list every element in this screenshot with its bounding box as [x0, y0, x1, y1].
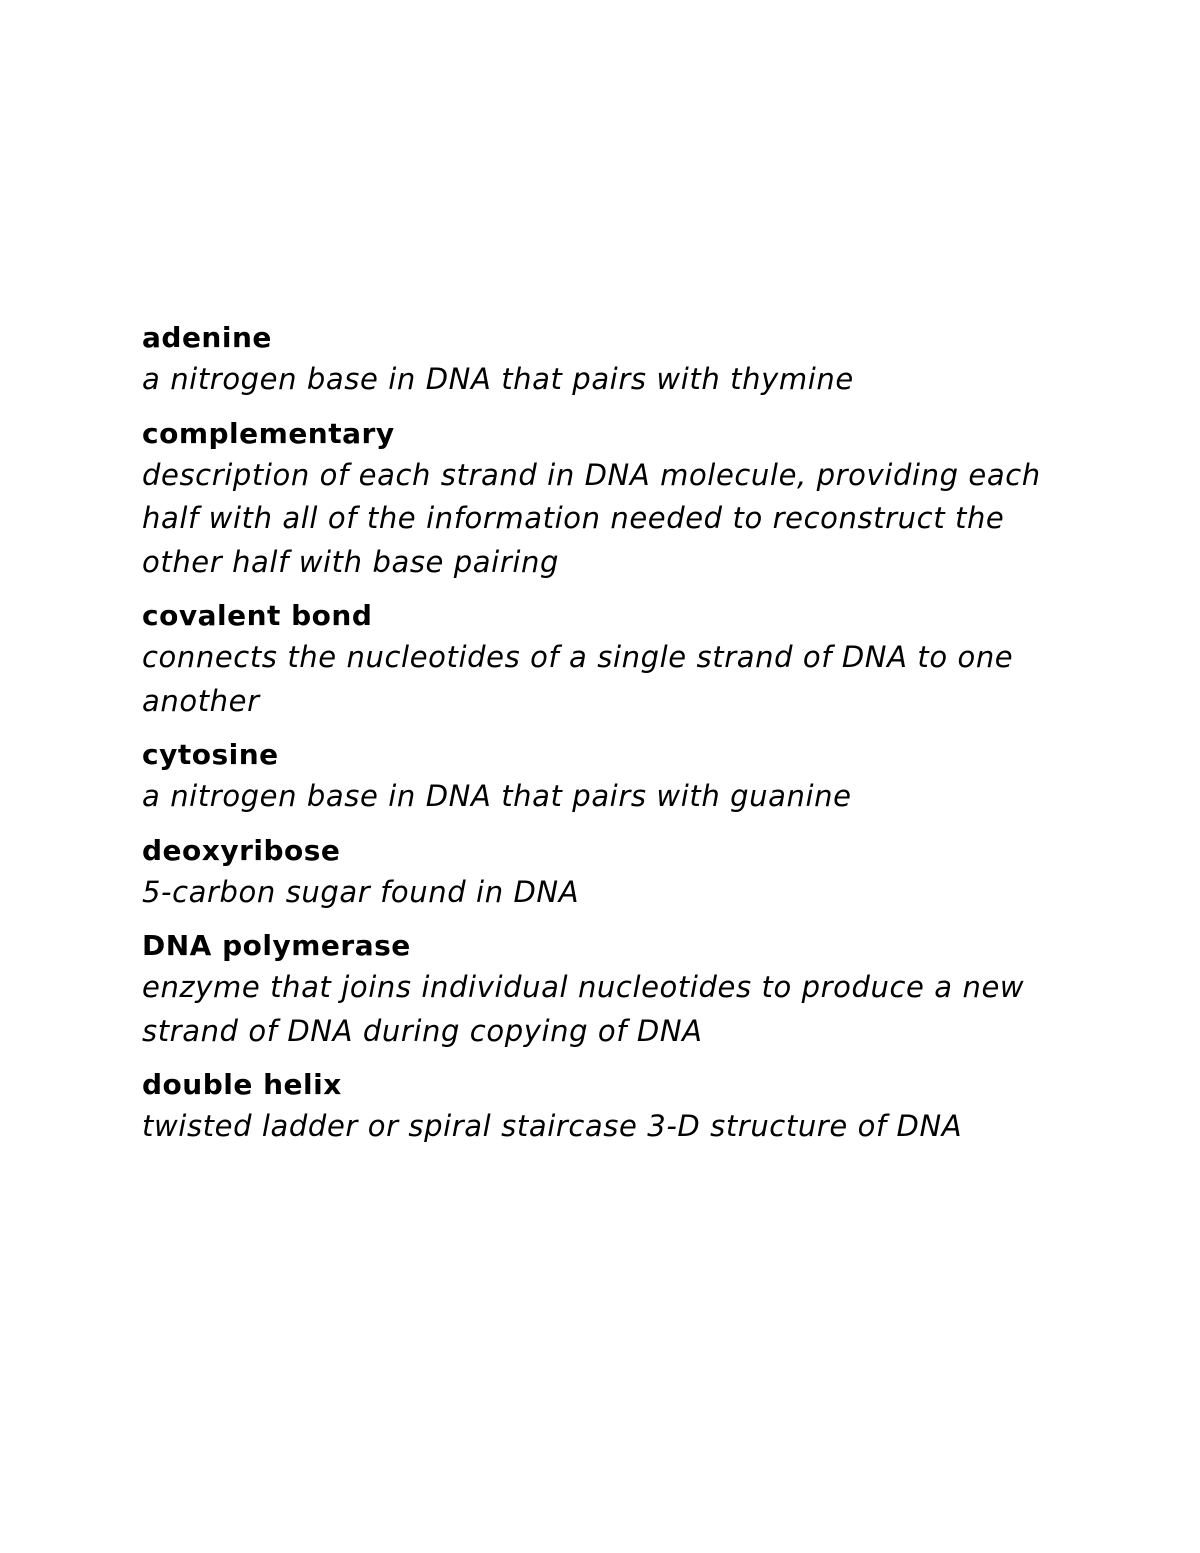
- glossary-term: double helix: [142, 1068, 342, 1101]
- glossary-definition: connects the nucleotides of a single strand of DNA to one another: [142, 640, 1014, 718]
- glossary-entry: [142, 926, 1062, 1053]
- glossary-definition: 5-carbon sugar found in DNA: [142, 874, 580, 909]
- glossary-entry: [142, 831, 1062, 915]
- glossary-term: complementary: [142, 416, 395, 450]
- glossary-term: DNA polymerase: [142, 929, 411, 962]
- glossary-definition: enzyme that joins individual nucleotides to produce a new strand of DNA during copying of DNA: [142, 970, 1025, 1048]
- glossary-entry: [142, 318, 1062, 402]
- glossary-definition: twisted ladder or spiral staircase 3-D structure of DNA: [142, 1109, 963, 1143]
- glossary-term: deoxyribose: [142, 833, 341, 867]
- glossary-definition: description of each strand in DNA molecule, providing each half with all of the information needed to reconstruct the other half with base pairing: [142, 457, 1041, 579]
- glossary-term: covalent bond: [142, 599, 373, 632]
- glossary-definition: a nitrogen base in DNA that pairs with guanine: [142, 779, 852, 813]
- glossary-term: adenine: [142, 321, 272, 354]
- glossary-entry: [142, 1065, 1062, 1149]
- glossary-entry: [142, 414, 1062, 585]
- glossary-entry: [142, 596, 1062, 723]
- glossary-definition: a nitrogen base in DNA that pairs with thymine: [142, 362, 854, 396]
- glossary-entry: [142, 735, 1062, 819]
- glossary-term: cytosine: [142, 738, 279, 771]
- glossary-page: [142, 318, 1062, 1161]
